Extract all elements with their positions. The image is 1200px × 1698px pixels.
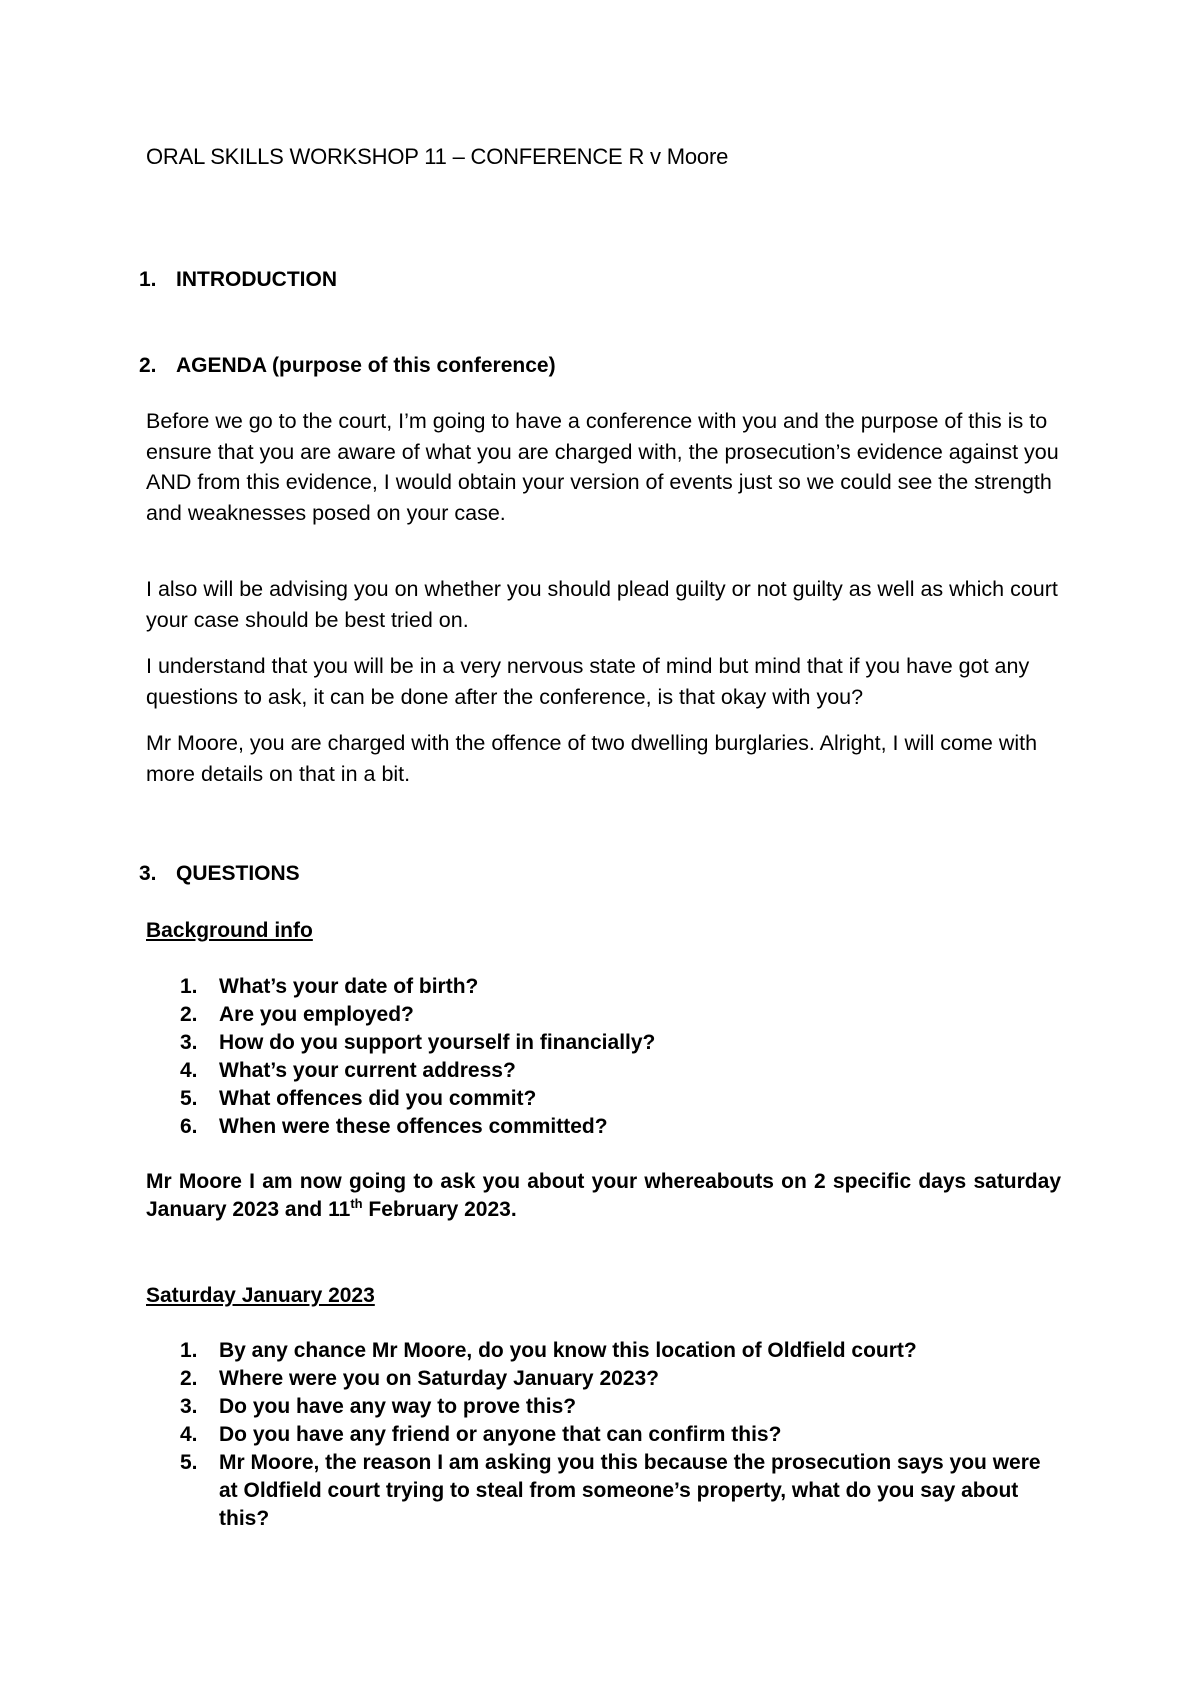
section-number: 3. (139, 862, 157, 885)
whereabouts-paragraph: Mr Moore I am now going to ask you about your whereabouts on 2 specific days saturday January 2023 and 11th February 2023. (146, 1170, 1061, 1221)
agenda-paragraph: Mr Moore, you are charged with the offence of two dwelling burglaries. Alright, I will come with more details on that in a bit. (146, 731, 1038, 786)
agenda-paragraph: I understand that you will be in a very nervous state of mind but mind that if you have got any questions to ask, it can be done after the conference, is that okay with you? (146, 654, 1030, 709)
list-item: 2. Where were you on Saturday January 2023? (180, 1367, 659, 1390)
list-item: 4. Do you have any friend or anyone that can confirm this? (180, 1423, 782, 1446)
list-item: 2. Are you employed? (180, 1003, 414, 1026)
section-heading-questions (139, 862, 300, 886)
list-item: 4. What’s your current address? (180, 1059, 516, 1082)
list-item: 1. What’s your date of birth? (180, 975, 479, 998)
agenda-paragraph: Before we go to the court, I’m going to have a conference with you and the purpose of this is to ensure that you are aware of what you are charged with, the prosecution’s evidence against you AND from this evidence, I would obtain your version of events just so we could see the strength and weaknesses posed on your case. (146, 409, 1059, 525)
section-label: AGENDA (purpose of this conference) (176, 354, 556, 377)
list-item: 3. Do you have any way to prove this? (180, 1395, 577, 1418)
list-item: 1. By any chance Mr Moore, do you know this location of Oldfield court? (180, 1339, 917, 1362)
saturday-january-heading: Saturday January 2023 (146, 1284, 375, 1307)
background-question-list (180, 973, 1060, 1141)
section-number: 1. (139, 268, 157, 291)
document-title: ORAL SKILLS WORKSHOP 11 – CONFERENCE R v Moore (146, 144, 729, 169)
section-label: QUESTIONS (176, 862, 300, 885)
list-item: 5. What offences did you commit? (180, 1087, 537, 1110)
saturday-question-list (180, 1337, 1060, 1533)
section-number: 2. (139, 354, 157, 377)
section-heading-introduction (139, 268, 337, 292)
section-heading-agenda (139, 354, 556, 378)
list-item: 3. How do you support yourself in financially? (180, 1031, 656, 1054)
list-item: 6. When were these offences committed? (180, 1115, 608, 1138)
agenda-paragraph: I also will be advising you on whether you should plead guilty or not guilty as well as which court your case should be best tried on. (146, 577, 1058, 632)
background-info-heading: Background info (146, 919, 313, 942)
section-label: INTRODUCTION (176, 268, 337, 291)
list-item: 5. Mr Moore, the reason I am asking you this because the prosecution says you were at Oldfield court trying to steal from someone’s property, what do you say about this? (180, 1451, 1041, 1530)
